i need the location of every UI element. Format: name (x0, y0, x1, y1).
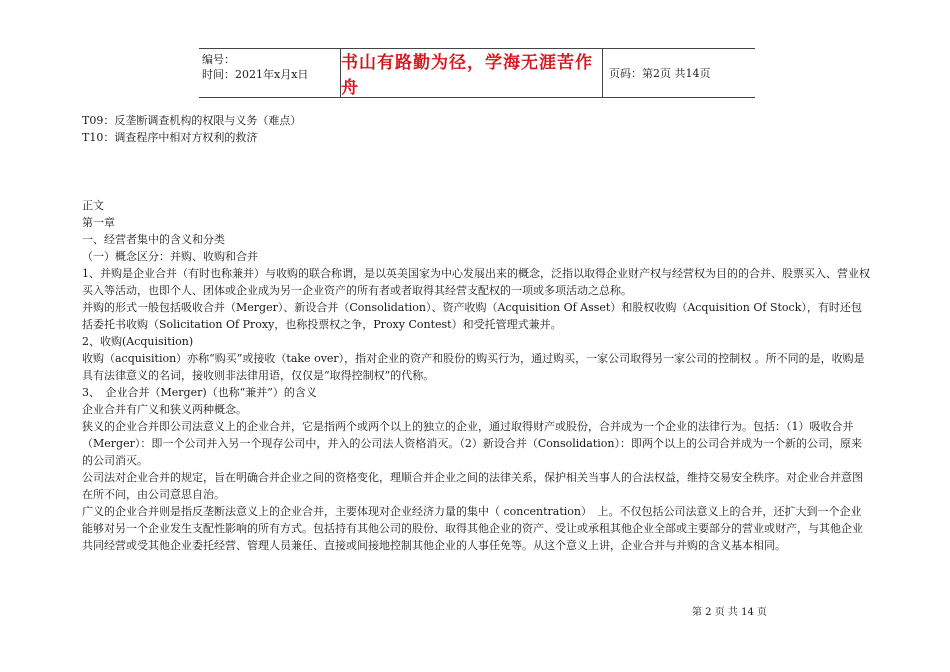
chapter-heading: 第一章 (82, 216, 115, 229)
motto-text: 书山有路勤为径，学海无涯苦作舟 (341, 53, 593, 98)
page-footer: 第 2 页 共 14 页 (692, 607, 767, 618)
item-heading: 3、 企业合并（Merger)（也称“兼并”）的含义 (82, 386, 317, 399)
page-label: 页码：第2页 共14页 (609, 67, 711, 80)
paragraph: 企业合并有广义和狭义两种概念。 (82, 403, 247, 416)
toc-item: T09：反垄断调查机构的权限与义务（难点） (82, 114, 302, 127)
section-label: 正文 (82, 199, 104, 212)
paragraph: 1、并购是企业合并（有时也称兼并）与收购的联合称谓，是以英美国家为中心发展出来的概念，泛指以取得企业财产权与经营权为目的的合并、股票买入、营业权买入等活动，也即个人、团体或企业成为另一企业资产的所有者或者取得其经营支配权的一项或多项活动之总称。 (82, 267, 870, 297)
paragraph: 并购的形式一般包括吸收合并（Merger）、新设合并（Consolidation）、资产收购（Acquisition Of Asset）和股权收购（Acquisition Of Stock），有时还包括委托书收购（Solicitation Of Proxy，也称投票权之争，Proxy Contest）和受托管理式兼并。 (82, 301, 862, 331)
paragraph: 收购（acquisition）亦称“购买”或接收（take over），指对企业的资产和股份的购买行为，通过购买，一家公司取得另一家公司的控制权 。所不同的是，收购是具有法律意义的名词，接收则非法律用语，仅仅是“取得控制权”的代称。 (82, 352, 865, 382)
paragraph: 狭义的企业合并即公司法意义上的企业合并，它是指两个或两个以上的独立的企业，通过取得财产或股份，合并成为一个企业的法律行为。包括：（1）吸收合并（Merger）：即一个公司并入另一个现存公司中，并入的公司法人资格消灭。（2）新设合并（Consolidation）：即两个以上的公司合并成为一个新的公司，原来的公司消灭。 (82, 420, 863, 467)
toc-item: T10：调查程序中相对方权利的救济 (82, 131, 258, 144)
spacer (82, 146, 872, 197)
section-heading: 一、经营者集中的含义和分类 (82, 233, 225, 246)
header-motto-cell (341, 49, 603, 97)
header-meta (199, 49, 341, 97)
document-content (82, 112, 872, 554)
subsection-heading: （一）概念区分：并购、收购和合并 (82, 250, 258, 263)
paragraph: 公司法对企业合并的规定，旨在明确合并企业之间的资格变化，理顺合并企业之间的法律关系，保护相关当事人的合法权益，维持交易安全秩序。对企业合并意图在所不问，由公司意思自治。 (82, 471, 863, 501)
page-header (199, 48, 755, 98)
time-label: 时间：2021年x月x日 (202, 68, 309, 81)
header-page-cell (603, 49, 755, 97)
item-heading: 2、收购(Acquisition) (82, 335, 194, 348)
number-label: 编号： (202, 53, 235, 66)
paragraph: 广义的企业合并则是指反垄断法意义上的企业合并，主要体现对企业经济力量的集中（ concentration） 上。不仅包括公司法意义上的合并，还扩大到一个企业能够对另一个企业发生支配性影响的所有方式。包括持有其他公司的股份、取得其他企业的资产、受让或承租其他企业全部或主要部分的营业或财产，与其他企业共同经营或受其他企业委托经营、管理人员兼任、直接或间接地控制其他企业的人事任免等。从这个意义上讲，企业合并与并购的含义基本相同。 (82, 505, 863, 552)
